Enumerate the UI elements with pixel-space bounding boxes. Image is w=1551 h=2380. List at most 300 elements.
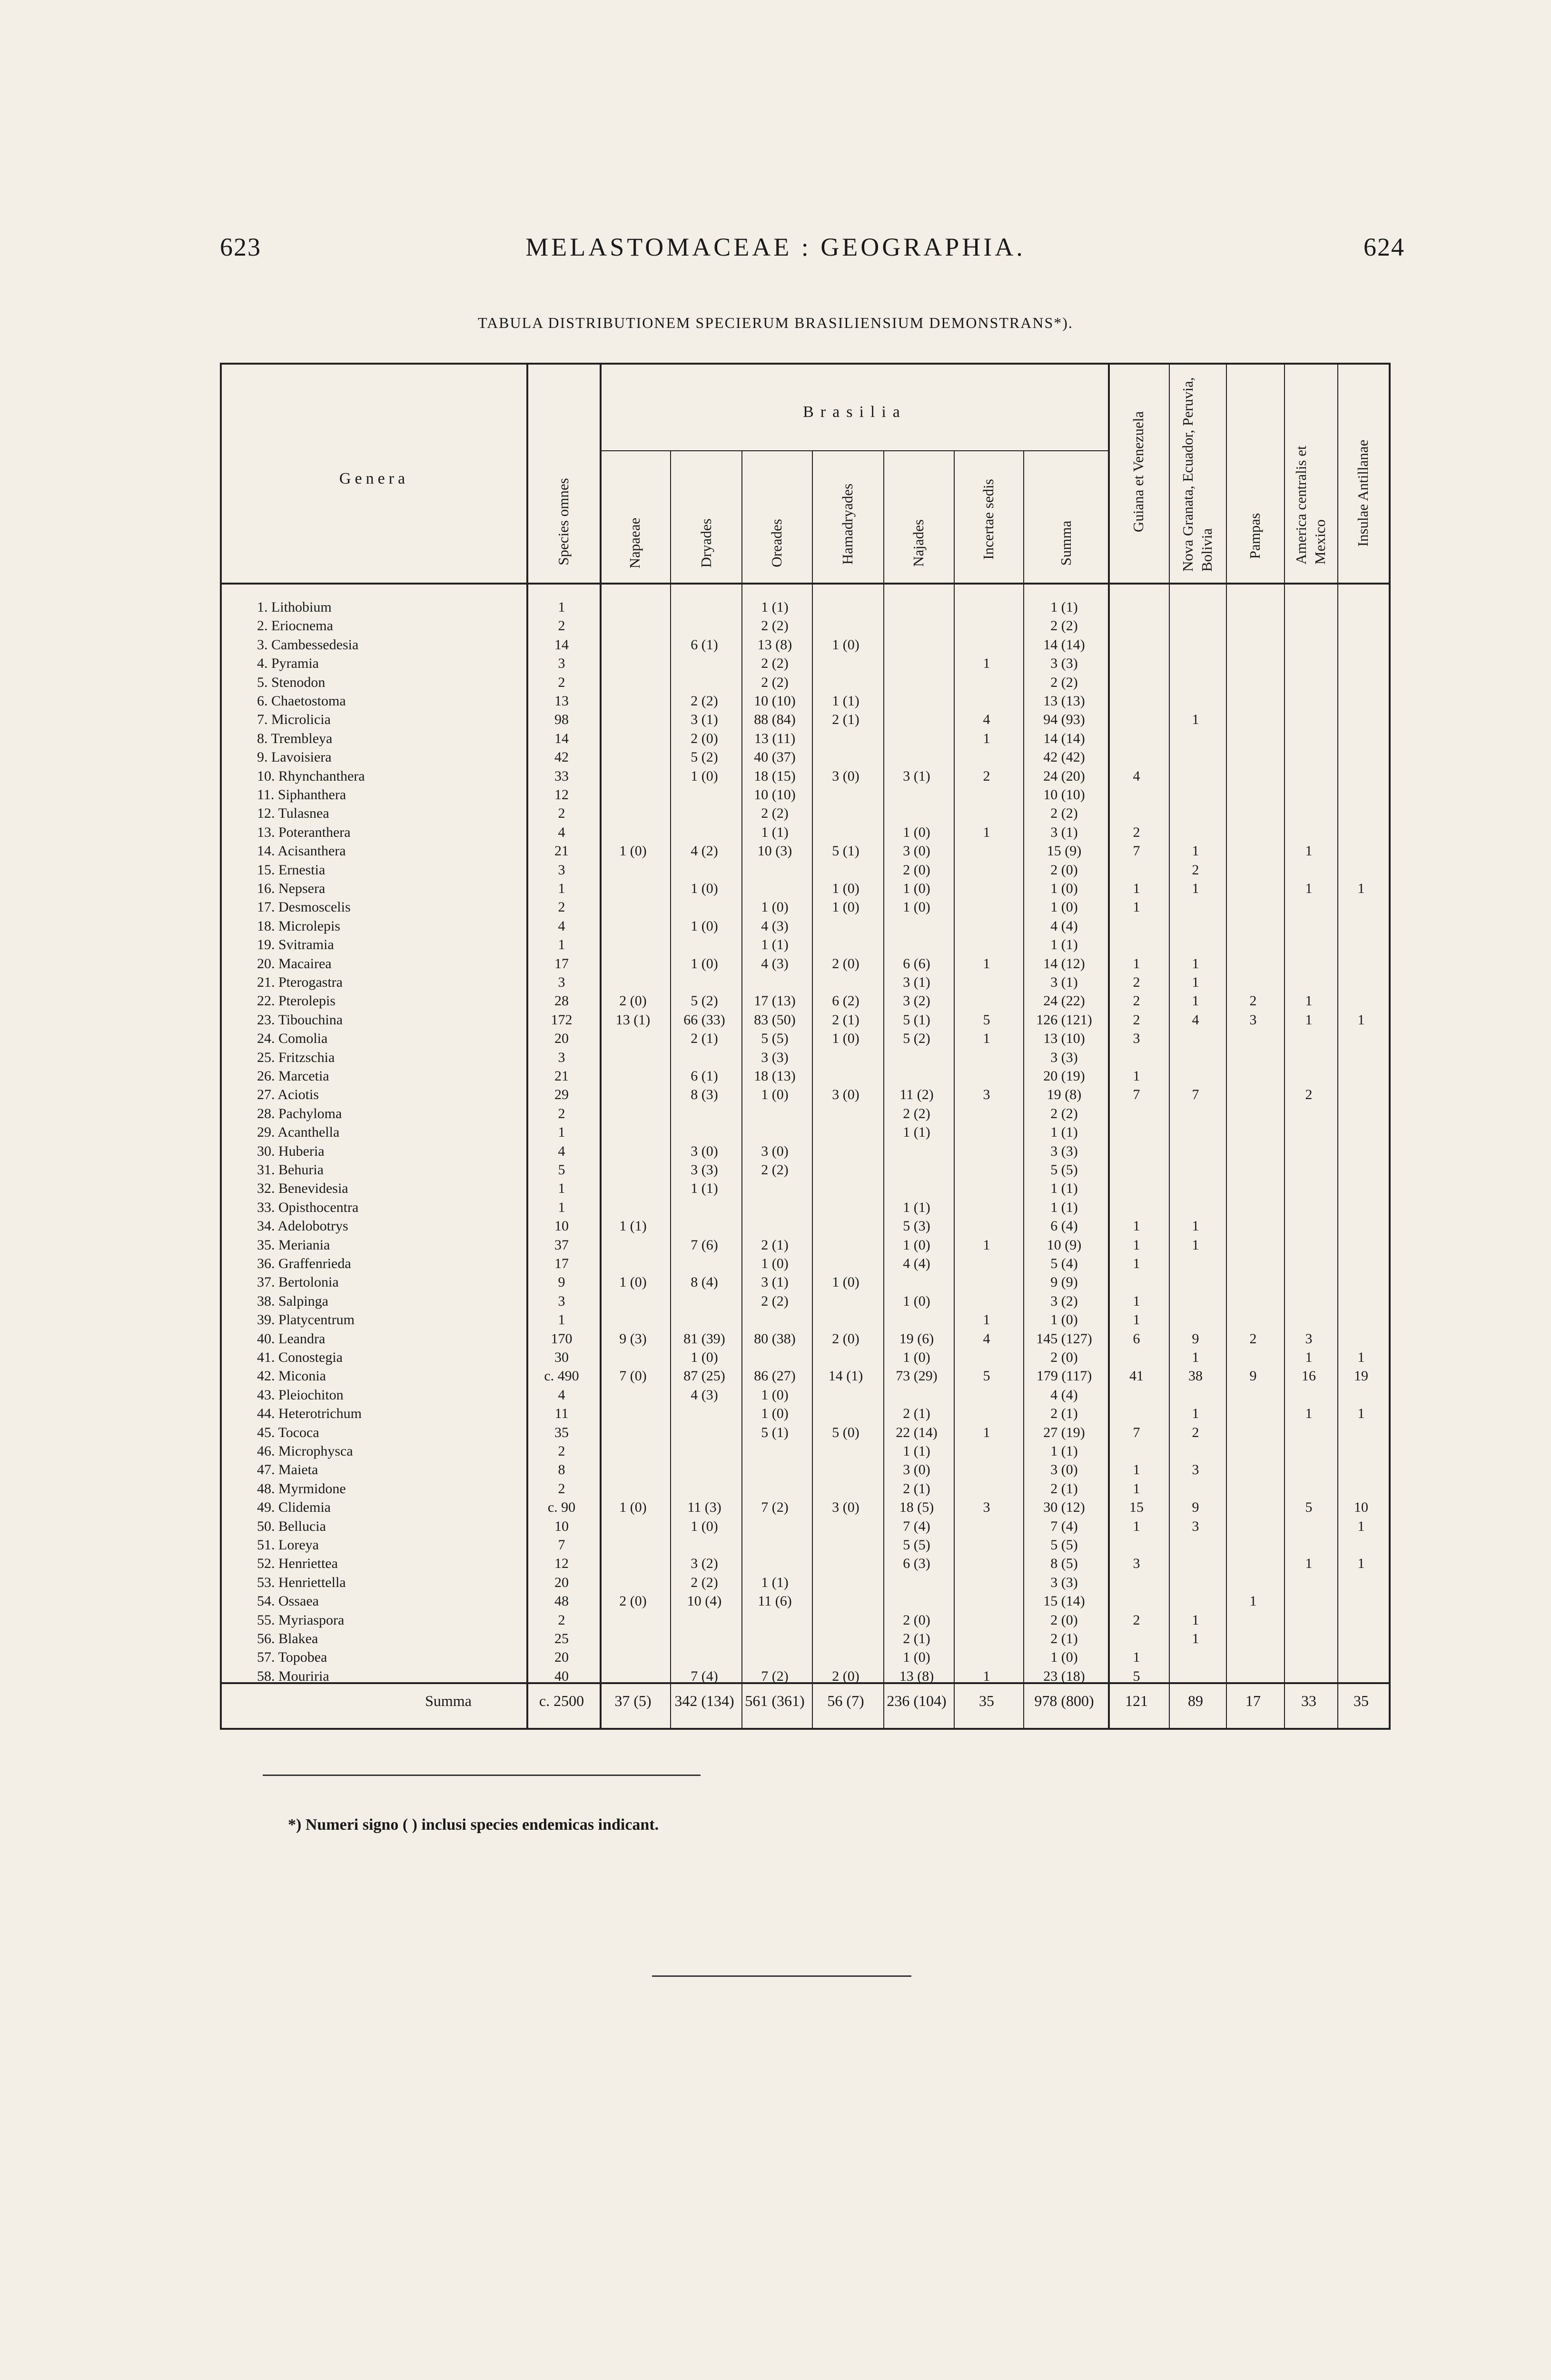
cell-species: 3 [558, 1049, 565, 1065]
genus-name: 15. Ernestia [257, 862, 326, 878]
cell-species: 1 [558, 599, 565, 615]
cell-summa: 2 (0) [1050, 1349, 1078, 1365]
table-row [220, 1330, 1391, 1347]
cell-summa: 1 (0) [1050, 899, 1078, 915]
table-row [220, 1387, 1391, 1403]
genus-name: 41. Conostegia [257, 1349, 343, 1365]
cell-nova: 3 [1192, 1462, 1199, 1478]
genus-name: 30. Huberia [257, 1143, 325, 1159]
cell-nova: 1 [1192, 993, 1199, 1009]
genus-name: 35. Meriania [257, 1237, 330, 1253]
cell-oreades: 1 (0) [761, 1406, 789, 1422]
cell-incertae: 3 [983, 1087, 990, 1103]
cell-america: 1 [1305, 1556, 1313, 1572]
genus-name: 9. Lavoisiera [257, 749, 332, 765]
cell-oreades: 7 (2) [761, 1499, 789, 1516]
col-brasilia: Brasilia [803, 403, 907, 421]
cell-hamadryades: 1 (0) [832, 636, 859, 653]
cell-summa: 1 (1) [1050, 1199, 1078, 1215]
cell-najades: 13 (8) [899, 1668, 934, 1684]
cell-guiana: 6 [1133, 1330, 1140, 1347]
table-row [220, 1293, 1391, 1309]
cell-species: 10 [554, 1218, 569, 1234]
cell-species: 42 [554, 749, 569, 765]
cell-oreades: 17 (13) [754, 993, 796, 1009]
cell-guiana: 1 [1133, 1256, 1140, 1271]
cell-dryades: 87 (25) [683, 1368, 725, 1384]
cell-insulae: 19 [1354, 1368, 1368, 1384]
cell-guiana: 41 [1129, 1368, 1144, 1384]
cell-species: 12 [554, 1556, 569, 1572]
cell-summa: 3 (3) [1050, 1574, 1078, 1590]
cell-species: 21 [554, 1068, 569, 1084]
genus-name: 29. Acanthella [257, 1124, 340, 1140]
cell-oreades: 7 (2) [761, 1668, 789, 1684]
cell-najades: 1 (0) [903, 1649, 930, 1666]
cell-nova: 2 [1192, 1424, 1199, 1440]
table-row [220, 1180, 1391, 1197]
table-row [220, 1274, 1391, 1290]
cell-species: 5 [558, 1162, 565, 1178]
summa-najades: 236 (104) [887, 1692, 947, 1709]
genus-name: 4. Pyramia [257, 655, 319, 672]
cell-oreades: 2 (2) [761, 805, 789, 822]
cell-species: 1 [558, 1199, 565, 1215]
cell-dryades: 1 (0) [691, 955, 718, 972]
col-insulae-antillanae: Insulae Antillanae [1354, 439, 1371, 547]
genus-name: 53. Henriettella [257, 1574, 346, 1590]
table-row [220, 1105, 1391, 1122]
cell-oreades: 1 (0) [761, 1256, 789, 1271]
cell-summa: 14 (14) [1043, 636, 1085, 653]
cell-hamadryades: 1 (0) [832, 899, 859, 915]
cell-nova: 1 [1192, 1349, 1199, 1365]
table-row [220, 1574, 1391, 1591]
cell-najades: 1 (0) [903, 881, 930, 896]
cell-oreades: 2 (1) [761, 1237, 789, 1253]
table-row [220, 1030, 1391, 1047]
summa-america: 33 [1301, 1692, 1316, 1709]
cell-species: 13 [554, 693, 569, 709]
cell-incertae: 2 [983, 768, 990, 784]
footnote-rule [263, 1775, 701, 1776]
col-oreades: Oreades [768, 519, 785, 567]
cell-oreades: 5 (1) [761, 1424, 789, 1440]
bottom-rule [652, 1975, 911, 1977]
genus-name: 39. Platycentrum [257, 1312, 355, 1328]
table-row [220, 1668, 1391, 1685]
cell-species: 20 [554, 1574, 569, 1590]
cell-hamadryades: 2 (1) [832, 1012, 859, 1028]
table-row [220, 1068, 1391, 1084]
table-row [220, 1199, 1391, 1216]
cell-dryades: 1 (0) [691, 881, 718, 896]
cell-species: 14 [554, 730, 569, 746]
table-row [220, 599, 1391, 615]
footnote: *) Numeri signo ( ) inclusi species endemicas indicant. [288, 1816, 659, 1834]
cell-summa: 1 (1) [1050, 1124, 1078, 1140]
cell-summa: 42 (42) [1043, 749, 1085, 765]
table-row [220, 1012, 1391, 1028]
cell-species: 17 [554, 1256, 569, 1271]
cell-dryades: 8 (4) [691, 1274, 718, 1290]
cell-summa: 7 (4) [1050, 1518, 1078, 1534]
cell-napaeae: 2 (0) [619, 1593, 647, 1609]
cell-incertae: 5 [983, 1012, 990, 1028]
cell-incertae: 1 [983, 1031, 990, 1047]
cell-species: 35 [554, 1424, 569, 1440]
cell-oreades: 2 (2) [761, 1293, 789, 1309]
cell-summa: 2 (2) [1050, 674, 1078, 690]
cell-najades: 11 (2) [899, 1087, 934, 1103]
cell-america: 1 [1305, 843, 1313, 859]
cell-hamadryades: 1 (0) [832, 1031, 859, 1047]
cell-nova: 1 [1192, 1612, 1199, 1628]
table-row [220, 1237, 1391, 1253]
cell-species: 20 [554, 1649, 569, 1666]
cell-oreades: 1 (1) [761, 937, 789, 953]
cell-dryades: 3 (3) [691, 1162, 718, 1178]
summa-row [220, 1689, 1391, 1713]
cell-hamadryades: 2 (1) [832, 712, 859, 728]
cell-najades: 5 (5) [903, 1537, 930, 1553]
genus-name: 24. Comolia [257, 1031, 328, 1047]
cell-guiana: 1 [1133, 1480, 1140, 1497]
cell-guiana: 15 [1129, 1499, 1144, 1516]
cell-species: 7 [558, 1537, 565, 1553]
cell-summa: 1 (0) [1050, 1312, 1078, 1328]
genus-name: 57. Topobea [257, 1649, 327, 1666]
cell-oreades: 3 (0) [761, 1143, 789, 1159]
genus-name: 11. Siphanthera [257, 787, 346, 803]
table-row [220, 1480, 1391, 1497]
col-species-omnes: Species omnes [555, 478, 572, 565]
cell-species: 3 [558, 974, 565, 990]
cell-species: 3 [558, 655, 565, 672]
cell-summa: 2 (1) [1050, 1406, 1078, 1422]
cell-dryades: 6 (1) [691, 1068, 718, 1084]
table-row [220, 1349, 1391, 1366]
summa-napaeae: 37 (5) [614, 1692, 652, 1709]
cell-dryades: 3 (1) [691, 712, 718, 728]
cell-species: 2 [558, 1612, 565, 1628]
table-row [220, 1218, 1391, 1234]
cell-napaeae: 1 (0) [619, 1499, 647, 1516]
cell-najades: 5 (1) [903, 1012, 930, 1028]
table-row [220, 992, 1391, 1009]
cell-napaeae: 7 (0) [619, 1368, 647, 1384]
cell-pampas: 9 [1249, 1368, 1257, 1384]
cell-oreades: 2 (2) [761, 618, 789, 634]
summa-species: c. 2500 [539, 1692, 584, 1709]
cell-najades: 1 (0) [903, 824, 930, 840]
cell-species: 28 [554, 993, 569, 1009]
cell-nova: 1 [1192, 843, 1199, 859]
genus-name: 40. Leandra [257, 1330, 326, 1347]
cell-summa: 23 (18) [1043, 1668, 1085, 1684]
cell-america: 5 [1305, 1499, 1313, 1516]
cell-species: 20 [554, 1031, 569, 1047]
cell-america: 1 [1305, 881, 1313, 896]
table-row [220, 1612, 1391, 1628]
summa-summa: 978 (800) [1034, 1692, 1094, 1709]
cell-oreades: 40 (37) [754, 749, 796, 765]
cell-dryades: 2 (2) [691, 693, 718, 709]
cell-guiana: 2 [1133, 1012, 1140, 1028]
cell-summa: 3 (2) [1050, 1293, 1078, 1309]
cell-america: 1 [1305, 1406, 1313, 1422]
cell-america: 1 [1305, 993, 1313, 1009]
cell-nova: 1 [1192, 881, 1199, 896]
cell-species: c. 90 [547, 1499, 576, 1516]
genus-name: 54. Ossaea [257, 1593, 319, 1609]
cell-nova: 2 [1192, 862, 1199, 878]
cell-insulae: 1 [1357, 1406, 1365, 1422]
cell-najades: 3 (0) [903, 1462, 930, 1478]
cell-najades: 22 (14) [896, 1424, 938, 1440]
cell-najades: 1 (0) [903, 1293, 930, 1309]
cell-species: 48 [554, 1593, 569, 1609]
genus-name: 2. Eriocnema [257, 618, 333, 634]
col-dryades: Dryades [698, 518, 714, 568]
cell-species: 98 [554, 712, 569, 728]
cell-insulae: 1 [1357, 1556, 1365, 1572]
cell-incertae: 4 [983, 1330, 990, 1347]
genus-name: 7. Microlicia [257, 712, 331, 728]
cell-summa: 1 (0) [1050, 881, 1078, 896]
page-number-left: 623 [220, 233, 261, 261]
cell-guiana: 1 [1133, 899, 1140, 915]
cell-najades: 3 (1) [903, 768, 930, 784]
cell-species: 2 [558, 674, 565, 690]
cell-incertae: 1 [983, 655, 990, 672]
cell-oreades: 10 (3) [757, 843, 792, 859]
cell-incertae: 1 [983, 824, 990, 840]
genus-name: 33. Opisthocentra [257, 1199, 359, 1215]
cell-hamadryades: 3 (0) [832, 1499, 859, 1516]
cell-hamadryades: 1 (1) [832, 693, 859, 709]
cell-oreades: 1 (0) [761, 1387, 789, 1403]
cell-america: 1 [1305, 1012, 1313, 1028]
cell-incertae: 1 [983, 955, 990, 972]
cell-guiana: 2 [1133, 1612, 1140, 1628]
cell-incertae: 1 [983, 1237, 990, 1253]
cell-species: 1 [558, 1124, 565, 1140]
col-nova-granata: Nova Granata, Ecuador, Peruvia, Bolivia [1179, 377, 1215, 572]
genus-name: 52. Henriettea [257, 1556, 338, 1572]
table-row [220, 1593, 1391, 1609]
cell-insulae: 1 [1357, 1518, 1365, 1534]
summa-guiana: 121 [1125, 1692, 1148, 1709]
cell-summa: 10 (9) [1047, 1237, 1082, 1253]
cell-dryades: 7 (6) [691, 1237, 718, 1253]
cell-species: 29 [554, 1087, 569, 1103]
cell-guiana: 1 [1133, 1518, 1140, 1534]
col-pampas: Pampas [1246, 513, 1263, 559]
cell-nova: 1 [1192, 1406, 1199, 1422]
cell-incertae: 5 [983, 1368, 990, 1384]
col-summa: Summa [1057, 520, 1074, 566]
genus-name: 55. Myriaspora [257, 1612, 345, 1628]
cell-summa: 9 (9) [1050, 1274, 1078, 1290]
cell-najades: 3 (1) [903, 974, 930, 990]
cell-najades: 4 (4) [903, 1256, 930, 1271]
cell-summa: 2 (0) [1050, 1612, 1078, 1628]
table-row [220, 805, 1391, 822]
genus-name: 32. Benevidesia [257, 1180, 348, 1197]
table-row [220, 1049, 1391, 1066]
cell-species: 1 [558, 881, 565, 896]
cell-dryades: 1 (0) [691, 918, 718, 934]
summa-pampas: 17 [1245, 1692, 1261, 1709]
cell-species: 4 [558, 1387, 565, 1403]
cell-nova: 1 [1192, 712, 1199, 728]
cell-summa: 145 (127) [1036, 1330, 1092, 1347]
cell-species: 11 [554, 1406, 569, 1422]
cell-najades: 2 (1) [903, 1406, 930, 1422]
cell-summa: 30 (12) [1043, 1499, 1085, 1516]
cell-species: 3 [558, 1293, 565, 1309]
cell-summa: 4 (4) [1050, 1387, 1078, 1403]
genus-name: 19. Svitramia [257, 937, 334, 953]
cell-species: 2 [558, 1443, 565, 1459]
cell-species: 2 [558, 1480, 565, 1497]
cell-guiana: 3 [1133, 1031, 1140, 1047]
cell-summa: 5 (4) [1050, 1256, 1078, 1271]
cell-oreades: 10 (10) [754, 787, 796, 803]
cell-guiana: 1 [1133, 881, 1140, 896]
table-row [220, 1255, 1391, 1272]
cell-nova: 3 [1192, 1518, 1199, 1534]
cell-species: 4 [558, 1143, 565, 1159]
genus-name: 50. Bellucia [257, 1518, 326, 1534]
cell-dryades: 2 (0) [691, 730, 718, 746]
cell-guiana: 7 [1133, 1424, 1140, 1440]
cell-guiana: 2 [1133, 824, 1140, 840]
cell-summa: 3 (1) [1050, 974, 1078, 990]
cell-hamadryades: 14 (1) [828, 1368, 863, 1384]
cell-guiana: 1 [1133, 1462, 1140, 1478]
cell-guiana: 4 [1133, 768, 1140, 784]
cell-oreades: 3 (1) [761, 1274, 789, 1290]
genus-name: 51. Loreya [257, 1537, 319, 1553]
cell-oreades: 2 (2) [761, 655, 789, 672]
cell-hamadryades: 3 (0) [832, 1087, 859, 1103]
cell-guiana: 1 [1133, 1312, 1140, 1328]
cell-oreades: 88 (84) [754, 712, 796, 728]
cell-summa: 5 (5) [1050, 1162, 1078, 1178]
cell-species: 37 [554, 1237, 569, 1253]
cell-oreades: 83 (50) [754, 1012, 796, 1028]
cell-summa: 14 (14) [1043, 730, 1085, 746]
col-genera: Genera [339, 470, 409, 487]
cell-najades: 19 (6) [899, 1330, 934, 1347]
cell-dryades: 2 (2) [691, 1574, 718, 1590]
cell-summa: 1 (1) [1050, 937, 1078, 953]
cell-oreades: 13 (8) [757, 636, 792, 653]
cell-napaeae: 1 (0) [619, 1274, 647, 1290]
cell-summa: 15 (14) [1043, 1593, 1085, 1609]
cell-guiana: 3 [1133, 1556, 1140, 1572]
cell-incertae: 1 [983, 1312, 990, 1328]
genus-name: 13. Poteranthera [257, 824, 351, 840]
page-title: MELASTOMACEAE : GEOGRAPHIA. [525, 233, 1026, 261]
cell-species: 17 [554, 955, 569, 972]
genus-name: 44. Heterotrichum [257, 1406, 362, 1422]
cell-nova: 1 [1192, 974, 1199, 990]
cell-summa: 24 (22) [1043, 993, 1085, 1009]
table-row [220, 974, 1391, 991]
genus-name: 58. Mouriria [257, 1668, 329, 1684]
cell-summa: 2 (1) [1050, 1480, 1078, 1497]
cell-pampas: 3 [1249, 1012, 1257, 1028]
table-row [220, 824, 1391, 841]
cell-hamadryades: 2 (0) [832, 955, 859, 972]
cell-species: 21 [554, 843, 569, 859]
cell-summa: 179 (117) [1036, 1368, 1092, 1384]
cell-species: 1 [558, 1180, 565, 1197]
cell-summa: 5 (5) [1050, 1537, 1078, 1553]
genus-name: 5. Stenodon [257, 674, 326, 690]
table-row [220, 1405, 1391, 1422]
table-row [220, 674, 1391, 691]
genus-name: 34. Adelobotrys [257, 1218, 348, 1234]
genus-name: 47. Maieta [257, 1462, 318, 1478]
cell-nova: 38 [1188, 1368, 1203, 1384]
genus-name: 18. Microlepis [257, 918, 340, 934]
cell-summa: 1 (1) [1050, 1443, 1078, 1459]
cell-hamadryades: 3 (0) [832, 768, 859, 784]
cell-nova: 4 [1192, 1012, 1199, 1028]
cell-oreades: 10 (10) [754, 693, 796, 709]
table-row [220, 1086, 1391, 1103]
cell-dryades: 66 (33) [683, 1012, 725, 1028]
cell-guiana: 1 [1133, 955, 1140, 972]
cell-summa: 1 (0) [1050, 1649, 1078, 1666]
cell-species: 14 [554, 636, 569, 653]
summa-incertae: 35 [979, 1692, 994, 1709]
table-row [220, 1499, 1391, 1516]
table-row [220, 1424, 1391, 1441]
cell-insulae: 10 [1354, 1499, 1368, 1516]
table-row [220, 768, 1391, 784]
table-row [220, 655, 1391, 672]
cell-pampas: 1 [1249, 1593, 1257, 1609]
cell-oreades: 4 (3) [761, 955, 789, 972]
cell-species: 33 [554, 768, 569, 784]
cell-pampas: 2 [1249, 1330, 1257, 1347]
summa-label: Summa [425, 1692, 472, 1709]
genus-name: 27. Aciotis [257, 1087, 319, 1103]
table-row [220, 862, 1391, 878]
cell-summa: 13 (10) [1043, 1031, 1085, 1047]
cell-najades: 5 (3) [903, 1218, 930, 1234]
cell-dryades: 10 (4) [687, 1593, 722, 1609]
cell-species: c. 490 [544, 1368, 579, 1384]
cell-species: 40 [554, 1668, 569, 1684]
genus-name: 17. Desmoscelis [257, 899, 351, 915]
cell-america: 1 [1305, 1349, 1313, 1365]
cell-oreades: 18 (13) [754, 1068, 796, 1084]
cell-america: 16 [1302, 1368, 1316, 1384]
table-row [220, 636, 1391, 653]
genus-name: 26. Marcetia [257, 1068, 329, 1084]
cell-guiana: 1 [1133, 1293, 1140, 1309]
summa-insulae: 35 [1353, 1692, 1369, 1709]
table-row [220, 1161, 1391, 1178]
cell-species: 170 [551, 1330, 573, 1347]
cell-nova: 9 [1192, 1499, 1199, 1516]
